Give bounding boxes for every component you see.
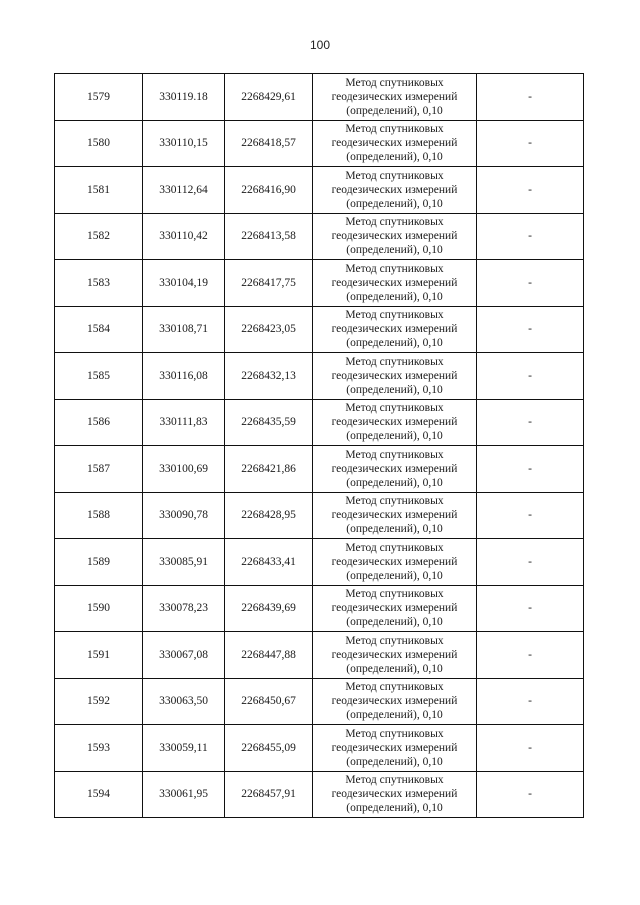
- y-coordinate-cell: 2268450,67: [225, 678, 313, 725]
- x-coordinate-cell: 330063,50: [143, 678, 225, 725]
- method-cell: [313, 446, 477, 493]
- method-line-1: Метод спутниковых: [345, 634, 444, 647]
- method-line-2: геодезических измерений: [331, 788, 458, 801]
- x-coordinate-cell: 330112,64: [143, 167, 225, 214]
- method-line-3: (определений), 0,10: [346, 709, 443, 722]
- note-cell: -: [477, 399, 584, 446]
- y-coordinate-cell: 2268413,58: [225, 213, 313, 260]
- x-coordinate-cell: 330116,08: [143, 353, 225, 400]
- point-number-cell: 1582: [55, 213, 143, 260]
- method-line-1: Метод спутниковых: [345, 216, 444, 229]
- table-row: [55, 306, 584, 353]
- note-cell: -: [477, 492, 584, 539]
- method-line-3: (определений), 0,10: [346, 104, 443, 117]
- method-line-2: геодезических измерений: [331, 555, 458, 568]
- note-cell: -: [477, 771, 584, 818]
- method-line-2: геодезических измерений: [331, 602, 458, 615]
- point-number-cell: 1590: [55, 585, 143, 632]
- method-line-2: геодезических измерений: [331, 230, 458, 243]
- method-cell: [313, 74, 477, 121]
- method-line-1: Метод спутниковых: [345, 402, 444, 415]
- method-line-3: (определений), 0,10: [346, 616, 443, 629]
- method-line-1: Метод спутниковых: [345, 76, 444, 89]
- x-coordinate-cell: 330111,83: [143, 399, 225, 446]
- method-line-1: Метод спутниковых: [345, 541, 444, 554]
- point-number-cell: 1594: [55, 771, 143, 818]
- table-row: [55, 632, 584, 679]
- note-cell: -: [477, 74, 584, 121]
- table-body: [55, 74, 584, 818]
- method-line-1: Метод спутниковых: [345, 774, 444, 787]
- table-row: [55, 260, 584, 307]
- note-cell: -: [477, 353, 584, 400]
- method-cell: [313, 678, 477, 725]
- x-coordinate-cell: 330100,69: [143, 446, 225, 493]
- x-coordinate-cell: 330119.18: [143, 74, 225, 121]
- y-coordinate-cell: 2268423,05: [225, 306, 313, 353]
- method-cell: [313, 213, 477, 260]
- coordinates-table: [54, 73, 584, 818]
- note-cell: -: [477, 167, 584, 214]
- y-coordinate-cell: 2268433,41: [225, 539, 313, 586]
- method-line-1: Метод спутниковых: [345, 169, 444, 182]
- point-number-cell: 1589: [55, 539, 143, 586]
- method-cell: [313, 306, 477, 353]
- method-line-3: (определений), 0,10: [346, 197, 443, 210]
- method-line-3: (определений), 0,10: [346, 476, 443, 489]
- y-coordinate-cell: 2268439,69: [225, 585, 313, 632]
- y-coordinate-cell: 2268418,57: [225, 120, 313, 167]
- y-coordinate-cell: 2268455,09: [225, 725, 313, 772]
- y-coordinate-cell: 2268428,95: [225, 492, 313, 539]
- method-cell: [313, 260, 477, 307]
- method-line-2: геодезических измерений: [331, 509, 458, 522]
- method-line-3: (определений), 0,10: [346, 569, 443, 582]
- method-line-2: геодезических измерений: [331, 416, 458, 429]
- table-row: [55, 167, 584, 214]
- y-coordinate-cell: 2268457,91: [225, 771, 313, 818]
- method-cell: [313, 539, 477, 586]
- method-cell: [313, 632, 477, 679]
- note-cell: -: [477, 678, 584, 725]
- x-coordinate-cell: 330090,78: [143, 492, 225, 539]
- method-line-1: Метод спутниковых: [345, 727, 444, 740]
- point-number-cell: 1593: [55, 725, 143, 772]
- method-line-1: Метод спутниковых: [345, 355, 444, 368]
- method-line-2: геодезических измерений: [331, 183, 458, 196]
- x-coordinate-cell: 330104,19: [143, 260, 225, 307]
- method-line-1: Метод спутниковых: [345, 262, 444, 275]
- x-coordinate-cell: 330110,42: [143, 213, 225, 260]
- x-coordinate-cell: 330085,91: [143, 539, 225, 586]
- method-line-3: (определений), 0,10: [346, 244, 443, 257]
- table-row: [55, 539, 584, 586]
- y-coordinate-cell: 2268416,90: [225, 167, 313, 214]
- table-row: [55, 725, 584, 772]
- y-coordinate-cell: 2268432,13: [225, 353, 313, 400]
- method-line-2: геодезических измерений: [331, 276, 458, 289]
- table-row: [55, 678, 584, 725]
- y-coordinate-cell: 2268421,86: [225, 446, 313, 493]
- note-cell: -: [477, 539, 584, 586]
- method-cell: [313, 725, 477, 772]
- method-line-2: геодезических измерений: [331, 695, 458, 708]
- method-line-2: геодезических измерений: [331, 741, 458, 754]
- method-line-3: (определений), 0,10: [346, 383, 443, 396]
- method-line-3: (определений), 0,10: [346, 290, 443, 303]
- note-cell: -: [477, 446, 584, 493]
- point-number-cell: 1583: [55, 260, 143, 307]
- method-line-1: Метод спутниковых: [345, 495, 444, 508]
- table-row: [55, 492, 584, 539]
- y-coordinate-cell: 2268429,61: [225, 74, 313, 121]
- point-number-cell: 1586: [55, 399, 143, 446]
- note-cell: -: [477, 120, 584, 167]
- method-line-3: (определений), 0,10: [346, 802, 443, 815]
- point-number-cell: 1592: [55, 678, 143, 725]
- note-cell: -: [477, 213, 584, 260]
- method-line-2: геодезических измерений: [331, 369, 458, 382]
- point-number-cell: 1588: [55, 492, 143, 539]
- point-number-cell: 1581: [55, 167, 143, 214]
- table-row: [55, 399, 584, 446]
- method-line-3: (определений), 0,10: [346, 430, 443, 443]
- x-coordinate-cell: 330067,08: [143, 632, 225, 679]
- point-number-cell: 1585: [55, 353, 143, 400]
- x-coordinate-cell: 330061,95: [143, 771, 225, 818]
- note-cell: -: [477, 260, 584, 307]
- table-row: [55, 353, 584, 400]
- method-line-3: (определений), 0,10: [346, 662, 443, 675]
- method-line-2: геодезических измерений: [331, 90, 458, 103]
- point-number-cell: 1584: [55, 306, 143, 353]
- x-coordinate-cell: 330108,71: [143, 306, 225, 353]
- method-line-3: (определений), 0,10: [346, 337, 443, 350]
- point-number-cell: 1579: [55, 74, 143, 121]
- table-row: [55, 74, 584, 121]
- method-line-2: геодезических измерений: [331, 648, 458, 661]
- x-coordinate-cell: 330059,11: [143, 725, 225, 772]
- method-cell: [313, 120, 477, 167]
- method-line-1: Метод спутниковых: [345, 588, 444, 601]
- method-line-2: геодезических измерений: [331, 137, 458, 150]
- note-cell: -: [477, 632, 584, 679]
- note-cell: -: [477, 585, 584, 632]
- page-number: 100: [309, 38, 331, 52]
- method-line-1: Метод спутниковых: [345, 681, 444, 694]
- table-row: [55, 446, 584, 493]
- method-line-3: (определений), 0,10: [346, 151, 443, 164]
- method-cell: [313, 399, 477, 446]
- y-coordinate-cell: 2268447,88: [225, 632, 313, 679]
- method-cell: [313, 771, 477, 818]
- point-number-cell: 1587: [55, 446, 143, 493]
- table-row: [55, 585, 584, 632]
- method-line-2: геодезических измерений: [331, 462, 458, 475]
- method-line-1: Метод спутниковых: [345, 123, 444, 136]
- table-row: [55, 120, 584, 167]
- method-line-3: (определений), 0,10: [346, 523, 443, 536]
- point-number-cell: 1591: [55, 632, 143, 679]
- note-cell: -: [477, 725, 584, 772]
- y-coordinate-cell: 2268435,59: [225, 399, 313, 446]
- table-row: [55, 213, 584, 260]
- method-line-1: Метод спутниковых: [345, 309, 444, 322]
- method-cell: [313, 167, 477, 214]
- x-coordinate-cell: 330078,23: [143, 585, 225, 632]
- method-line-1: Метод спутниковых: [345, 448, 444, 461]
- x-coordinate-cell: 330110,15: [143, 120, 225, 167]
- y-coordinate-cell: 2268417,75: [225, 260, 313, 307]
- method-cell: [313, 353, 477, 400]
- point-number-cell: 1580: [55, 120, 143, 167]
- note-cell: -: [477, 306, 584, 353]
- method-line-2: геодезических измерений: [331, 323, 458, 336]
- method-cell: [313, 585, 477, 632]
- method-line-3: (определений), 0,10: [346, 755, 443, 768]
- table-row: [55, 771, 584, 818]
- method-cell: [313, 492, 477, 539]
